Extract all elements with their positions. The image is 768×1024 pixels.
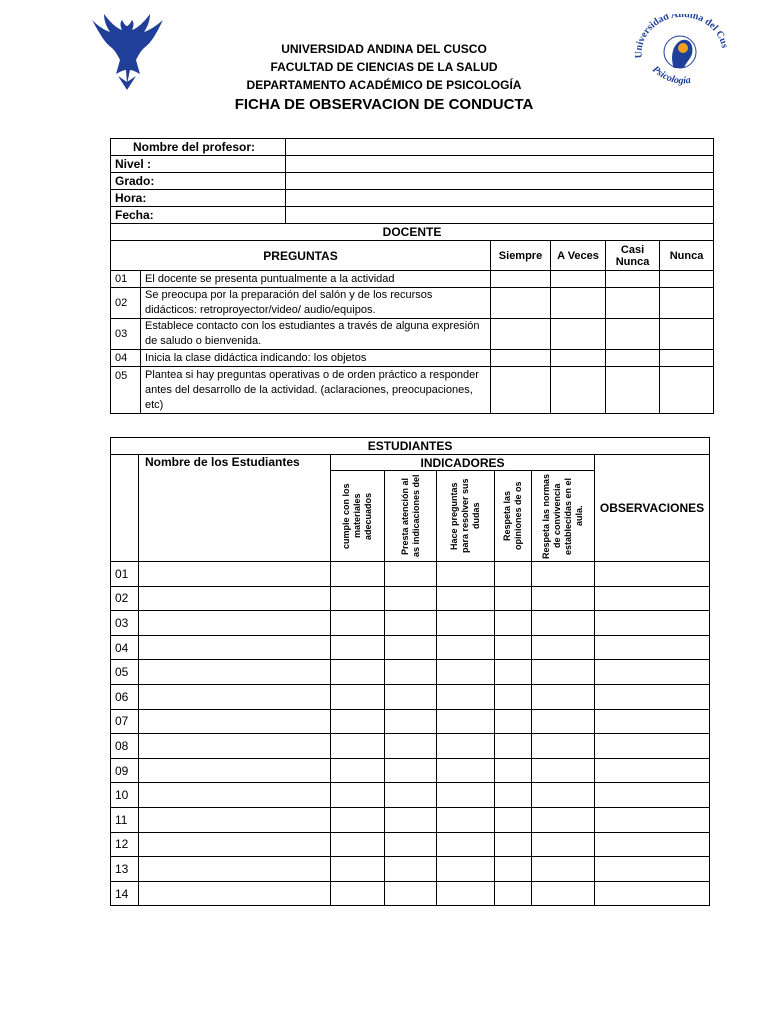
indicator-cell[interactable] <box>331 857 385 882</box>
student-row <box>111 660 710 685</box>
info-label-time: Hora: <box>111 190 286 207</box>
answer-cell[interactable] <box>491 367 551 414</box>
answer-cell[interactable] <box>606 288 660 319</box>
university-name: UNIVERSIDAD ANDINA DEL CUSCO <box>281 42 487 56</box>
answer-cell[interactable] <box>606 367 660 414</box>
indicator-cell[interactable] <box>385 611 437 636</box>
question-row <box>111 350 714 367</box>
indicator-cell[interactable] <box>495 562 532 587</box>
question-row <box>111 288 714 319</box>
indicator-cell[interactable] <box>331 635 385 660</box>
info-label-level: Nivel : <box>111 156 286 173</box>
student-section-header <box>111 438 710 455</box>
indicator-cell[interactable] <box>385 758 437 783</box>
indicator-label: Presta atención al as indicaciones del <box>399 474 421 558</box>
indicator-cell[interactable] <box>385 881 437 906</box>
indicator-cell[interactable] <box>495 734 532 759</box>
row-number-header <box>111 455 139 562</box>
question-text: Inicia la clase didáctica indicando: los objetos <box>141 350 491 367</box>
answer-cell[interactable] <box>551 271 606 288</box>
indicator-cell[interactable] <box>532 758 595 783</box>
indicator-cell[interactable] <box>532 709 595 734</box>
indicator-cell[interactable] <box>331 758 385 783</box>
observations-cell[interactable] <box>595 660 710 685</box>
info-field-grade[interactable] <box>286 173 714 190</box>
indicator-cell[interactable] <box>495 758 532 783</box>
info-field-teacher[interactable] <box>286 139 714 156</box>
indicator-cell[interactable] <box>437 758 495 783</box>
question-row <box>111 319 714 350</box>
student-row-number: 11 <box>111 807 139 832</box>
student-row-number: 13 <box>111 857 139 882</box>
indicator-cell[interactable] <box>385 635 437 660</box>
student-row <box>111 783 710 808</box>
answer-cell[interactable] <box>491 288 551 319</box>
indicator-cell[interactable] <box>532 611 595 636</box>
teacher-observation-table <box>110 138 714 414</box>
question-row <box>111 271 714 288</box>
question-row <box>111 367 714 414</box>
document-header <box>0 40 768 113</box>
student-row <box>111 635 710 660</box>
answer-cell[interactable] <box>606 271 660 288</box>
indicator-cell[interactable] <box>495 635 532 660</box>
questions-header-row <box>111 241 714 271</box>
indicator-cell[interactable] <box>495 807 532 832</box>
indicator-cell[interactable] <box>532 660 595 685</box>
form-title: FICHA DE OBSERVACION DE CONDUCTA <box>234 96 534 113</box>
indicator-cell[interactable] <box>495 709 532 734</box>
answer-cell[interactable] <box>660 367 714 414</box>
teacher-section-title: DOCENTE <box>111 224 714 241</box>
scale-sometimes: A Veces <box>551 241 606 271</box>
student-row-number: 01 <box>111 562 139 587</box>
student-name-cell[interactable] <box>139 709 331 734</box>
question-number: 01 <box>111 271 141 288</box>
student-row <box>111 807 710 832</box>
student-header-row <box>111 455 710 471</box>
indicator-cell[interactable] <box>495 832 532 857</box>
teacher-section-header <box>111 224 714 241</box>
indicator-cell[interactable] <box>532 857 595 882</box>
indicator-cell[interactable] <box>331 709 385 734</box>
info-row-time <box>111 190 714 207</box>
student-row-number: 03 <box>111 611 139 636</box>
department-name: DEPARTAMENTO ACADÉMICO DE PSICOLOGÍA <box>246 78 522 92</box>
info-label-date: Fecha: <box>111 207 286 224</box>
student-row <box>111 709 710 734</box>
student-section-title: ESTUDIANTES <box>111 438 710 455</box>
indicator-cell[interactable] <box>437 709 495 734</box>
indicator-cell[interactable] <box>495 881 532 906</box>
indicator-cell[interactable] <box>495 586 532 611</box>
info-label-teacher: Nombre del profesor: <box>111 139 286 156</box>
student-name-cell[interactable] <box>139 783 331 808</box>
scale-always: Siempre <box>491 241 551 271</box>
indicator-cell[interactable] <box>385 783 437 808</box>
question-text: Se preocupa por la preparación del salón y de los recursos didácticos: retroproyector/video/ audio/equipos. <box>141 288 491 319</box>
answer-cell[interactable] <box>606 350 660 367</box>
indicator-cell[interactable] <box>331 734 385 759</box>
answer-cell[interactable] <box>491 319 551 350</box>
answer-cell[interactable] <box>660 319 714 350</box>
indicator-cell[interactable] <box>331 586 385 611</box>
indicator-label: cumple con los materiales adecuados <box>341 483 373 549</box>
indicator-cell[interactable] <box>331 611 385 636</box>
student-row-number: 10 <box>111 783 139 808</box>
indicator-cell[interactable] <box>532 635 595 660</box>
answer-cell[interactable] <box>551 367 606 414</box>
question-text: El docente se presenta puntualmente a la actividad <box>141 271 491 288</box>
student-row <box>111 881 710 906</box>
student-name-cell[interactable] <box>139 807 331 832</box>
observations-cell[interactable] <box>595 832 710 857</box>
indicator-cell[interactable] <box>331 684 385 709</box>
indicator-cell[interactable] <box>437 783 495 808</box>
answer-cell[interactable] <box>660 350 714 367</box>
indicator-cell[interactable] <box>331 807 385 832</box>
question-text: Establece contacto con los estudiantes a través de alguna expresión de saludo o bienvenida. <box>141 319 491 350</box>
info-row-teacher <box>111 139 714 156</box>
student-name-header: Nombre de los Estudiantes <box>139 455 331 562</box>
indicator-cell[interactable] <box>331 783 385 808</box>
observations-cell[interactable] <box>595 758 710 783</box>
observations-header: OBSERVACIONES <box>595 455 710 562</box>
student-name-cell[interactable] <box>139 832 331 857</box>
indicator-cell[interactable] <box>437 857 495 882</box>
observations-cell[interactable] <box>595 857 710 882</box>
observations-cell[interactable] <box>595 611 710 636</box>
indicators-header: INDICADORES <box>331 455 595 471</box>
answer-cell[interactable] <box>551 319 606 350</box>
answer-cell[interactable] <box>660 288 714 319</box>
student-name-cell[interactable] <box>139 660 331 685</box>
student-name-cell[interactable] <box>139 758 331 783</box>
student-row-number: 02 <box>111 586 139 611</box>
answer-cell[interactable] <box>551 288 606 319</box>
logo-text-bottom: Psicología <box>650 64 692 87</box>
answer-cell[interactable] <box>551 350 606 367</box>
observations-cell[interactable] <box>595 734 710 759</box>
answer-cell[interactable] <box>606 319 660 350</box>
student-row-number: 07 <box>111 709 139 734</box>
indicator-cell[interactable] <box>532 684 595 709</box>
observations-cell[interactable] <box>595 783 710 808</box>
indicator-cell[interactable] <box>437 660 495 685</box>
indicator-cell[interactable] <box>385 660 437 685</box>
info-label-grade: Grado: <box>111 173 286 190</box>
indicator-cell[interactable] <box>495 684 532 709</box>
indicator-cell[interactable] <box>385 684 437 709</box>
student-row-number: 04 <box>111 635 139 660</box>
student-row-number: 05 <box>111 660 139 685</box>
student-row <box>111 857 710 882</box>
indicator-cell[interactable] <box>495 857 532 882</box>
indicator-cell[interactable] <box>437 734 495 759</box>
indicator-cell[interactable] <box>385 857 437 882</box>
student-row-number: 12 <box>111 832 139 857</box>
info-row-level <box>111 156 714 173</box>
indicator-cell[interactable] <box>385 586 437 611</box>
observations-cell[interactable] <box>595 684 710 709</box>
info-field-time[interactable] <box>286 190 714 207</box>
student-row <box>111 832 710 857</box>
student-row-number: 14 <box>111 881 139 906</box>
indicator-cell[interactable] <box>495 611 532 636</box>
indicator-cell[interactable] <box>437 684 495 709</box>
student-name-cell[interactable] <box>139 684 331 709</box>
indicator-cell[interactable] <box>532 562 595 587</box>
student-name-cell[interactable] <box>139 562 331 587</box>
indicator-cell[interactable] <box>532 832 595 857</box>
scale-rarely: Casi Nunca <box>606 241 660 271</box>
questions-header: PREGUNTAS <box>111 241 491 271</box>
student-name-cell[interactable] <box>139 734 331 759</box>
student-row <box>111 611 710 636</box>
indicator-cell[interactable] <box>385 807 437 832</box>
indicator-cell[interactable] <box>385 562 437 587</box>
info-row-date <box>111 207 714 224</box>
indicator-cell[interactable] <box>385 709 437 734</box>
info-field-level[interactable] <box>286 156 714 173</box>
indicator-cell[interactable] <box>437 832 495 857</box>
indicator-cell[interactable] <box>385 832 437 857</box>
indicator-cell[interactable] <box>331 562 385 587</box>
faculty-name: FACULTAD DE CIENCIAS DE LA SALUD <box>270 60 498 74</box>
indicator-cell[interactable] <box>437 611 495 636</box>
student-name-cell[interactable] <box>139 611 331 636</box>
student-row-number: 06 <box>111 684 139 709</box>
indicator-cell[interactable] <box>331 660 385 685</box>
indicator-cell[interactable] <box>331 881 385 906</box>
indicator-cell[interactable] <box>437 881 495 906</box>
student-row <box>111 758 710 783</box>
question-number: 02 <box>111 288 141 319</box>
indicator-cell[interactable] <box>532 586 595 611</box>
observations-cell[interactable] <box>595 709 710 734</box>
student-rows <box>111 562 710 906</box>
indicator-label: Respeta las normas de convivencia establecidas en el aula. <box>541 473 584 559</box>
student-row <box>111 586 710 611</box>
indicator-cell[interactable] <box>437 807 495 832</box>
indicator-cell[interactable] <box>385 734 437 759</box>
observations-cell[interactable] <box>595 635 710 660</box>
indicator-label: Respeta las opiniones de os <box>502 481 523 551</box>
indicator-cell[interactable] <box>532 807 595 832</box>
question-text: Plantea si hay preguntas operativas o de orden práctico a responder antes del desarrollo de la actividad. (aclaraciones, preocupaciones, etc) <box>141 367 491 414</box>
answer-cell[interactable] <box>491 350 551 367</box>
observations-cell[interactable] <box>595 562 710 587</box>
student-name-cell[interactable] <box>139 881 331 906</box>
observations-cell[interactable] <box>595 807 710 832</box>
indicator-cell[interactable] <box>331 832 385 857</box>
student-name-cell[interactable] <box>139 635 331 660</box>
student-row <box>111 734 710 759</box>
indicator-cell[interactable] <box>437 635 495 660</box>
observations-cell[interactable] <box>595 881 710 906</box>
student-row <box>111 684 710 709</box>
indicator-cell[interactable] <box>437 562 495 587</box>
student-name-cell[interactable] <box>139 586 331 611</box>
student-name-cell[interactable] <box>139 857 331 882</box>
indicator-cell[interactable] <box>532 783 595 808</box>
student-observation-table <box>110 437 710 906</box>
indicator-cell[interactable] <box>532 881 595 906</box>
student-row-number: 09 <box>111 758 139 783</box>
indicator-cell[interactable] <box>495 783 532 808</box>
answer-cell[interactable] <box>660 271 714 288</box>
observations-cell[interactable] <box>595 586 710 611</box>
indicator-cell[interactable] <box>495 660 532 685</box>
question-number: 03 <box>111 319 141 350</box>
indicator-cell[interactable] <box>437 586 495 611</box>
indicator-label: Hace preguntas para resolver sus dudas <box>449 478 481 554</box>
student-row-number: 08 <box>111 734 139 759</box>
scale-never: Nunca <box>660 241 714 271</box>
answer-cell[interactable] <box>491 271 551 288</box>
info-row-grade <box>111 173 714 190</box>
question-number: 05 <box>111 367 141 414</box>
indicator-cell[interactable] <box>532 734 595 759</box>
student-row <box>111 562 710 587</box>
info-field-date[interactable] <box>286 207 714 224</box>
question-number: 04 <box>111 350 141 367</box>
logo-text-top: Universidad Andina del Cus <box>633 14 730 59</box>
